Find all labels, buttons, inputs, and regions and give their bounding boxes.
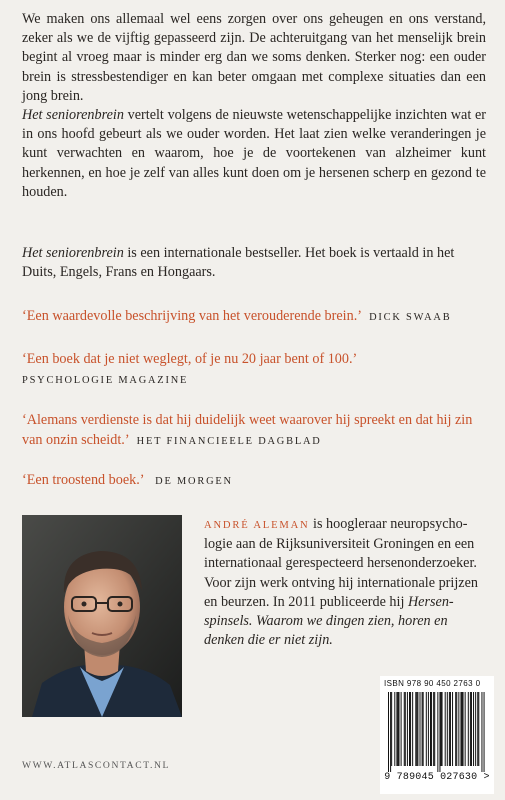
quote-2 [22, 349, 490, 391]
barcode-digits: 9 789045 027630 > [384, 772, 490, 783]
barcode-bar [416, 692, 417, 766]
barcode-bar [471, 692, 472, 766]
book-title-italic: Het seniorenbrein [22, 107, 124, 124]
barcode-bar [399, 692, 400, 766]
barcode-bar [431, 692, 432, 766]
quote-text: ‘Een troostend boek.’ [22, 472, 145, 488]
barcode-bar [388, 692, 389, 772]
barcode-bar [426, 692, 427, 766]
barcode-bar [470, 692, 471, 766]
barcode-bar [439, 692, 440, 772]
barcode-bar [420, 692, 421, 766]
intro-paragraph-2 [22, 106, 486, 202]
intro-paragraph-1: We maken ons allemaal wel eens zorgen over ons geheugen en ons verstand, zeker als we de vijftig gepasseerd zijn. De achteruitgang van het menselijk brein begint al vroeg maar is minder erg dan we soms denken. Sterker nog: een ouder brein is stressbestendiger en kan beter omgaan met complexe situaties dan een jong brein. [22, 11, 486, 104]
barcode-bar [458, 692, 459, 766]
author-photo [22, 515, 182, 717]
quote-4 [22, 470, 490, 492]
barcode-bar [478, 692, 479, 766]
barcode-block [380, 676, 494, 794]
barcode-bar [430, 692, 431, 766]
barcode-bar [410, 692, 411, 766]
book-title-italic: Het seniorenbrein [22, 245, 124, 261]
author-bio [204, 515, 488, 650]
quote-source: PSYCHOLOGIE MAGAZINE [22, 375, 189, 386]
barcode-bar [477, 692, 478, 766]
quote-1 [22, 306, 490, 328]
barcode-bar [452, 692, 453, 766]
barcode-bar [417, 692, 418, 766]
barcode-bar [468, 692, 469, 766]
barcode-bar [415, 692, 416, 766]
barcode-bar [462, 692, 463, 766]
barcode-bar [390, 692, 391, 772]
barcode-bar [456, 692, 457, 766]
barcode-bar [409, 692, 410, 766]
barcode-bar [412, 692, 413, 766]
barcode-bar [442, 692, 443, 766]
quote-source: DE MORGEN [155, 476, 233, 487]
barcode-bar [437, 692, 438, 772]
author-other-book-title: Hersenspinsels. Waarom we dingen zien, horen en denken die er niet zijn. [204, 593, 454, 649]
barcode-bar [407, 692, 408, 766]
barcode-bar [463, 692, 464, 766]
bestseller-paragraph [22, 244, 486, 282]
barcode-bar [404, 692, 405, 766]
isbn-label: ISBN 978 90 450 2763 0 [384, 679, 481, 688]
barcode-bar [460, 692, 461, 766]
barcode-bar [475, 692, 476, 766]
barcode-bar [445, 692, 446, 766]
barcode-icon [388, 692, 486, 772]
author-portrait-image [22, 515, 182, 717]
quote-3 [22, 410, 490, 452]
quote-text: ‘Een boek dat je niet weglegt, of je nu 20 jaar bent of 100.’ [22, 351, 358, 367]
barcode-bar [391, 692, 392, 766]
author-bio-text: is hoogleraar neuropsychologie aan de Rijksuniversiteit Groningen en een internationaal gerespecteerd hersenonderzoeker. Voor zijn werk ontving hij internationale prijzen en beurzen. In 2011 publiceerde hij [204, 516, 478, 610]
barcode-bar [397, 692, 398, 766]
barcode-bar [481, 692, 482, 772]
quote-text: ‘Alemans verdienste is dat hij duidelijk weet waarover hij spreekt en dat hij zin van onzin scheidt.’ [22, 412, 473, 448]
quote-source: HET FINANCIEELE DAGBLAD [136, 436, 322, 447]
barcode-bar [405, 692, 406, 766]
barcode-bar [484, 692, 485, 772]
intro-paragraph-2-rest: vertelt volgens de nieuwste wetenschappelijke inzichten wat er in ons hoofd gebeurt als we ouder worden. Het laat zien welke veranderingen je kunt verwachten en waarom, hoe je de voortekenen van alzheimer kunt herkennen, en hoe je zelf van alles kunt doen om je hersenen scherp en gezond te houden. [22, 107, 486, 200]
publisher-website: WWW.ATLASCONTACT.NL [22, 760, 170, 771]
barcode-bar [449, 692, 450, 766]
author-name: ANDRÉ ALEMAN [204, 520, 310, 531]
barcode-bar [465, 692, 466, 766]
barcode-bar [428, 692, 429, 766]
barcode-bar [441, 692, 442, 766]
barcode-bar [394, 692, 395, 766]
barcode-bar [434, 692, 435, 766]
barcode-bar [396, 692, 397, 766]
barcode-bar [401, 692, 402, 766]
barcode-bar [433, 692, 434, 766]
barcode-bar [422, 692, 423, 766]
quote-text: ‘Een waardevolle beschrijving van het verouderende brein.’ [22, 308, 362, 324]
barcode-bar [450, 692, 451, 766]
barcode-bar [455, 692, 456, 766]
quote-source: DICK SWAAB [369, 312, 452, 323]
barcode-bar [423, 692, 424, 766]
barcode-bar [473, 692, 474, 766]
barcode-bar [447, 692, 448, 766]
intro-text [22, 10, 486, 202]
bestseller-rest: is een internationale bestseller. Het boek is vertaald in het Duits, Engels, Frans en Hongaars. [22, 245, 455, 281]
